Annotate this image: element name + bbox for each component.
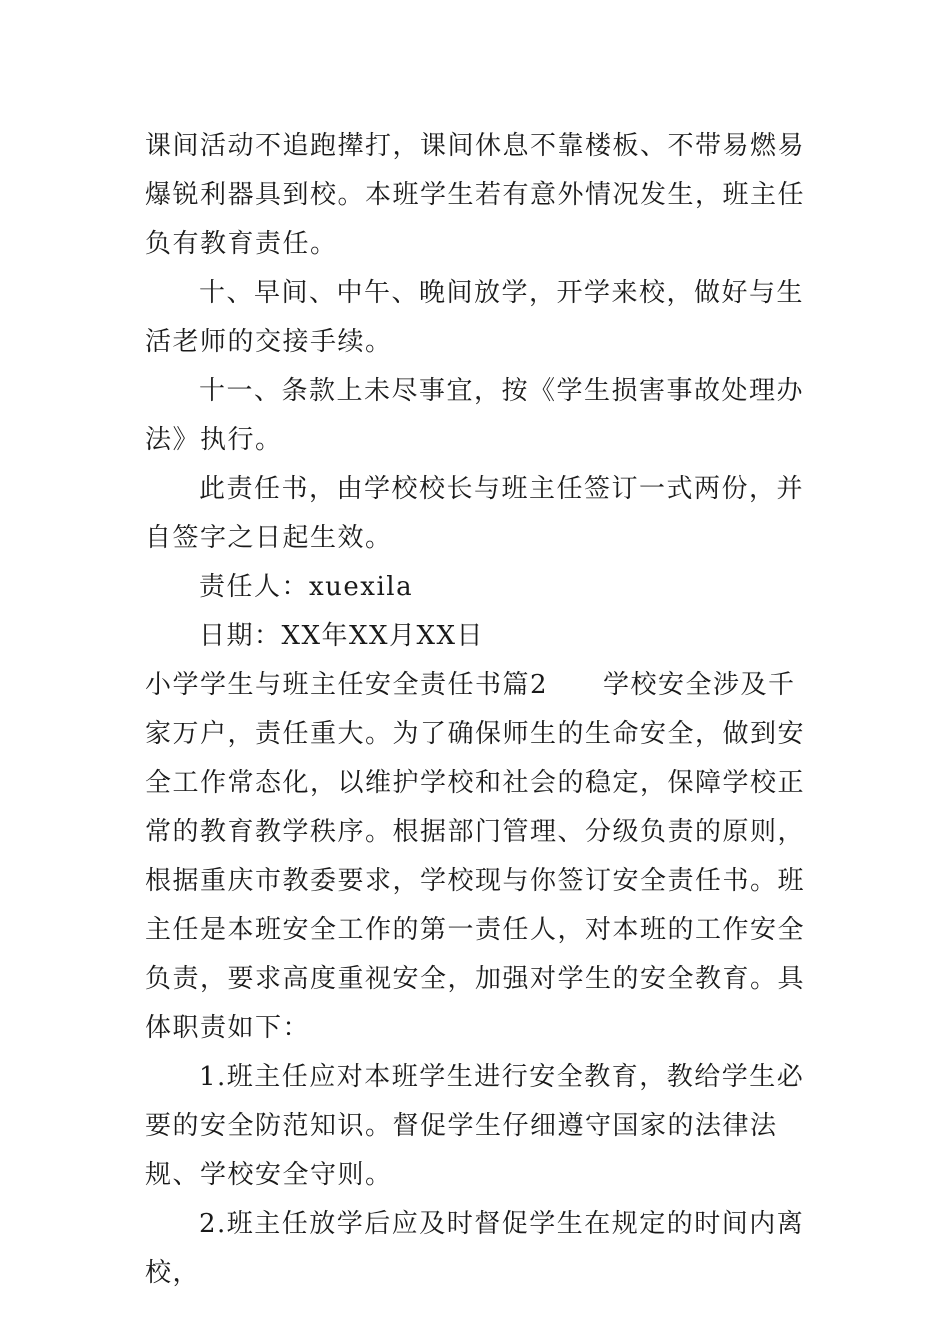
responsible-person-line: 责任人：xuexila bbox=[199, 572, 414, 602]
paragraph-item-ten: 十、早间、中午、晚间放学，开学来校，做好与生活老师的交接手续。 bbox=[145, 278, 805, 357]
paragraph-duty-two: 2.班主任放学后应及时督促学生在规定的时间内离校， bbox=[145, 1209, 805, 1288]
paragraph-item-eleven: 十一、条款上未尽事宜，按《学生损害事故处理办法》执行。 bbox=[145, 376, 805, 455]
date-line: 日期：XX年XX月XX日 bbox=[199, 621, 485, 651]
document-body bbox=[145, 122, 810, 1298]
paragraph-safety-rules-continued: 课间活动不追跑撵打，课间休息不靠楼板、不带易燃易爆锐利器具到校。本班学生若有意外情况发生，班主任负有教育责任。 bbox=[145, 131, 806, 259]
paragraph-duty-one: 1.班主任应对本班学生进行安全教育，教给学生必要的安全防范知识。督促学生仔细遵守国家的法律法规、学校安全守则。 bbox=[145, 1062, 805, 1190]
paragraph-effective-clause: 此责任书，由学校校长与班主任签订一式两份，并自签字之日起生效。 bbox=[145, 474, 805, 553]
section-two-intro: 小学学生与班主任安全责任书篇2 学校安全涉及千家万户，责任重大。为了确保师生的生命安全，做到安全工作常态化，以维护学校和社会的稳定，保障学校正常的教育教学秩序。根据部门管理、分级负责的原则，根据重庆市教委要求，学校现与你签订安全责任书。班主任是本班安全工作的第一责任人，对本班的工作安全负责，要求高度重视安全，加强对学生的安全教育。具体职责如下： bbox=[145, 670, 806, 1043]
